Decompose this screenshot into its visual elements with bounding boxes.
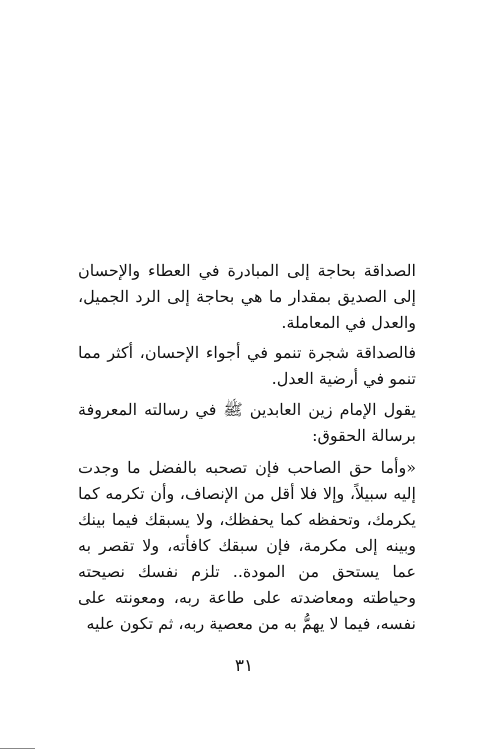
- page-number: ٣١: [234, 656, 254, 676]
- paragraph-imam-quote-intro: يقول الإمام زين العابدين ﷺ في رسالته المعروفة برسالة الحقوق:: [78, 400, 416, 445]
- bottom-edge-line: [0, 748, 35, 749]
- paragraph-companion-rights-quote: «وأما حق الصاحب فإن تصحبه بالفضل ما وجدت إليه سبيلاً، وإلا فلا أقل من الإنصاف، وأن تكرمه كما يكرمك، وتحفظه كما يحفظك، ولا يسبقك فيما بينك وبينه إلى مكرمة، فإن سبقك كافأته، ولا تقصر به عما يستحق من المودة.. تلزم نفسك نصيحته وحياطته ومعاضدته على طاعة ربه، ومعونته على نفسه، فيما لا يهمُّ به من معصية ربه، ثم تكون عليه: [78, 458, 416, 633]
- paragraph-friendship-tree: فالصداقة شجرة تنمو في أجواء الإحسان، أكثر مما تنمو في أرضية العدل.: [78, 343, 416, 388]
- paragraph-friendship-initiative: الصداقة بحاجة إلى المبادرة في العطاء والإحسان إلى الصديق بمقدار ما هي بحاجة إلى الرد الجميل، والعدل في المعاملة.: [78, 261, 416, 332]
